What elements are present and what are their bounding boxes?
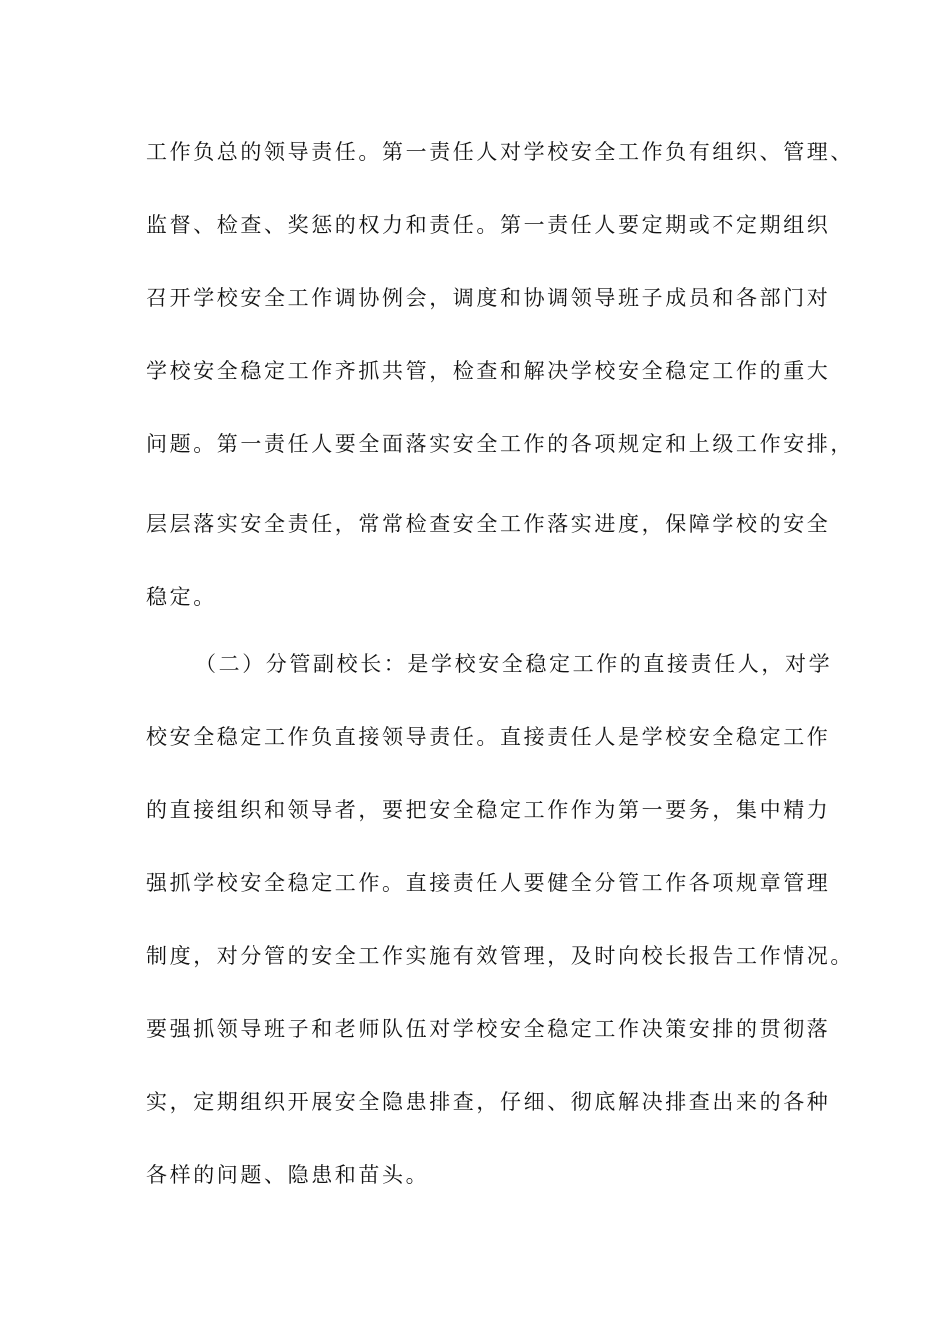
paragraph-line: 层层落实安全责任，常常检查安全工作落实进度，保障学校的安全 (146, 512, 831, 536)
paragraph-line: 实，定期组织开展安全隐患排查，仔细、彻底解决排查出来的各种 (146, 1090, 831, 1114)
paragraph-line: 强抓学校安全稳定工作。直接责任人要健全分管工作各项规章管理 (146, 871, 831, 895)
section-heading-line: （二）分管副校长：是学校安全稳定工作的直接责任人，对学 (195, 652, 833, 676)
paragraph-line: 学校安全稳定工作齐抓共管，检查和解决学校安全稳定工作的重大 (146, 359, 831, 383)
paragraph-line: 制度，对分管的安全工作实施有效管理，及时向校长报告工作情况。 (146, 944, 854, 968)
paragraph-line: 各样的问题、隐患和苗头。 (146, 1163, 430, 1187)
paragraph-line: 召开学校安全工作调协例会，调度和协调领导班子成员和各部门对 (146, 286, 831, 310)
paragraph-line: 的直接组织和领导者，要把安全稳定工作作为第一要务，集中精力 (146, 798, 831, 822)
paragraph-line: 要强抓领导班子和老师队伍对学校安全稳定工作决策安排的贯彻落 (146, 1017, 831, 1041)
paragraph-line: 监督、检查、奖惩的权力和责任。第一责任人要定期或不定期组织 (146, 213, 831, 237)
paragraph-line: 工作负总的领导责任。第一责任人对学校安全工作负有组织、管理、 (146, 140, 854, 164)
paragraph-line: 校安全稳定工作负直接领导责任。直接责任人是学校安全稳定工作 (146, 725, 831, 749)
paragraph-line: 稳定。 (146, 585, 217, 609)
paragraph-line: 问题。第一责任人要全面落实安全工作的各项规定和上级工作安排， (146, 432, 854, 456)
